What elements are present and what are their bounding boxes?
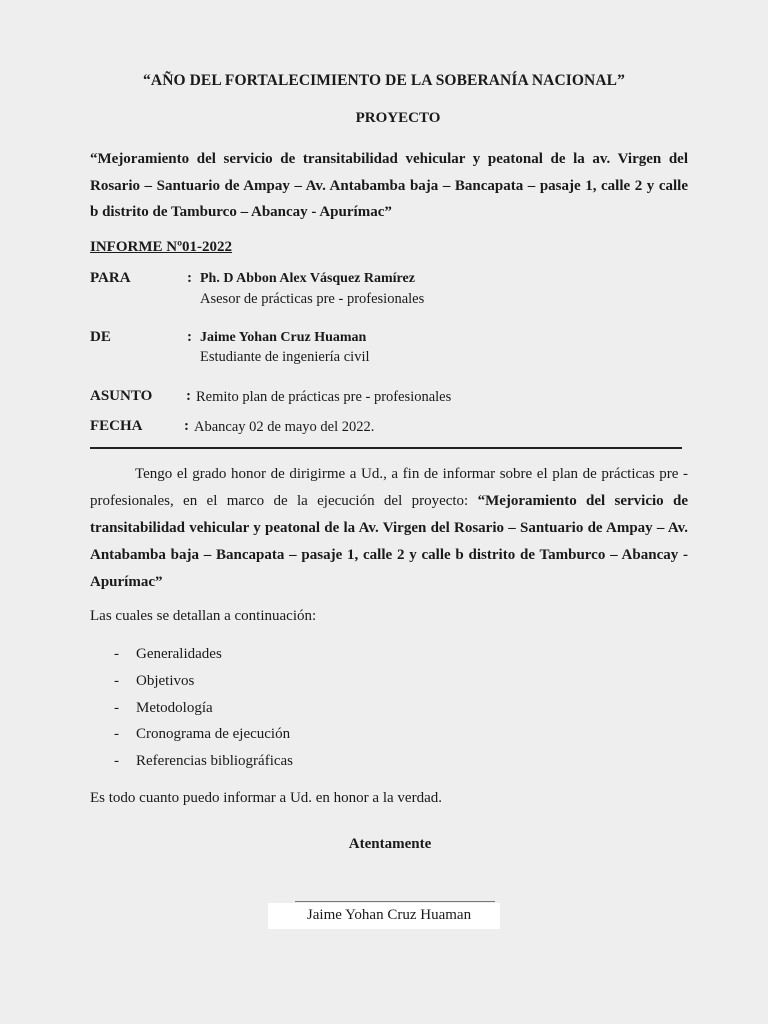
asunto-colon: : [186,388,191,404]
fecha-value: Abancay 02 de mayo del 2022. [194,419,375,435]
report-number: INFORME Nº01-2022 [90,239,233,255]
asunto-label: ASUNTO [90,388,153,404]
de-colon: : [187,329,192,345]
de-name: Jaime Yohan Cruz Huaman [200,330,367,345]
fecha-label: FECHA [90,418,143,434]
asunto-value: Remito plan de prácticas pre - profesionales [196,389,452,405]
para-colon: : [187,270,192,286]
list-dash: - [114,699,119,716]
body-intro: Tengo el grado honor de dirigirme a Ud., a fin de informar sobre el plan de prácticas pre - profesionales, en el marco de la ejecución del proyecto: [90,466,688,509]
separator-rule [90,447,682,449]
salutation: Atentamente [348,836,432,852]
body-paragraph [90,461,688,596]
list-dash: - [114,646,119,662]
signature-line [295,901,495,902]
list-item-label: Generalidades [136,646,222,662]
list-dash: - [114,672,119,689]
list-item-label: Cronograma de ejecución [136,726,291,743]
fecha-colon: : [184,418,189,434]
signer-name: Jaime Yohan Cruz Huaman [306,907,472,923]
project-title-line: Rosario – Santuario de Ampay – Av. Antabamba baja – Bancapata – pasaje 1, calle 2 y calle [90,177,688,194]
list-dash: - [114,726,119,743]
year-motto: “AÑO DEL FORTALECIMIENTO DE LA SOBERANÍA NACIONAL” [143,72,625,89]
detail-intro: Las cuales se detallan a continuación: [90,608,317,624]
list-item-label: Metodología [136,699,213,716]
de-role: Estudiante de ingeniería civil [200,349,370,365]
section-label: PROYECTO [355,110,441,126]
list-item-label: Objetivos [136,672,195,689]
para-role: Asesor de prácticas pre - profesionales [200,291,425,307]
project-title-line: b distrito de Tamburco – Abancay - Apurímac” [90,204,392,220]
closing-sentence: Es todo cuanto puedo informar a Ud. en honor a la verdad. [90,790,442,806]
para-label: PARA [90,270,131,286]
list-dash: - [114,753,119,770]
project-title [90,146,688,226]
project-title-line: “Mejoramiento del servicio de transitabilidad vehicular y peatonal de la av. Virgen del [90,151,688,167]
project-reference: “Mejoramiento del servicio de transitabilidad vehicular y peatonal de la Av. Virgen del Rosario – Santuario de Ampay – Av. Antabamba baja – Bancapata – pasaje 1, calle 2 y calle b distrito de Tamburco – Abancay - Apurímac” [90,493,688,590]
para-name: Ph. D Abbon Alex Vásquez Ramírez [200,271,415,286]
de-label: DE [90,329,111,345]
list-item-label: Referencias bibliográficas [136,753,294,770]
